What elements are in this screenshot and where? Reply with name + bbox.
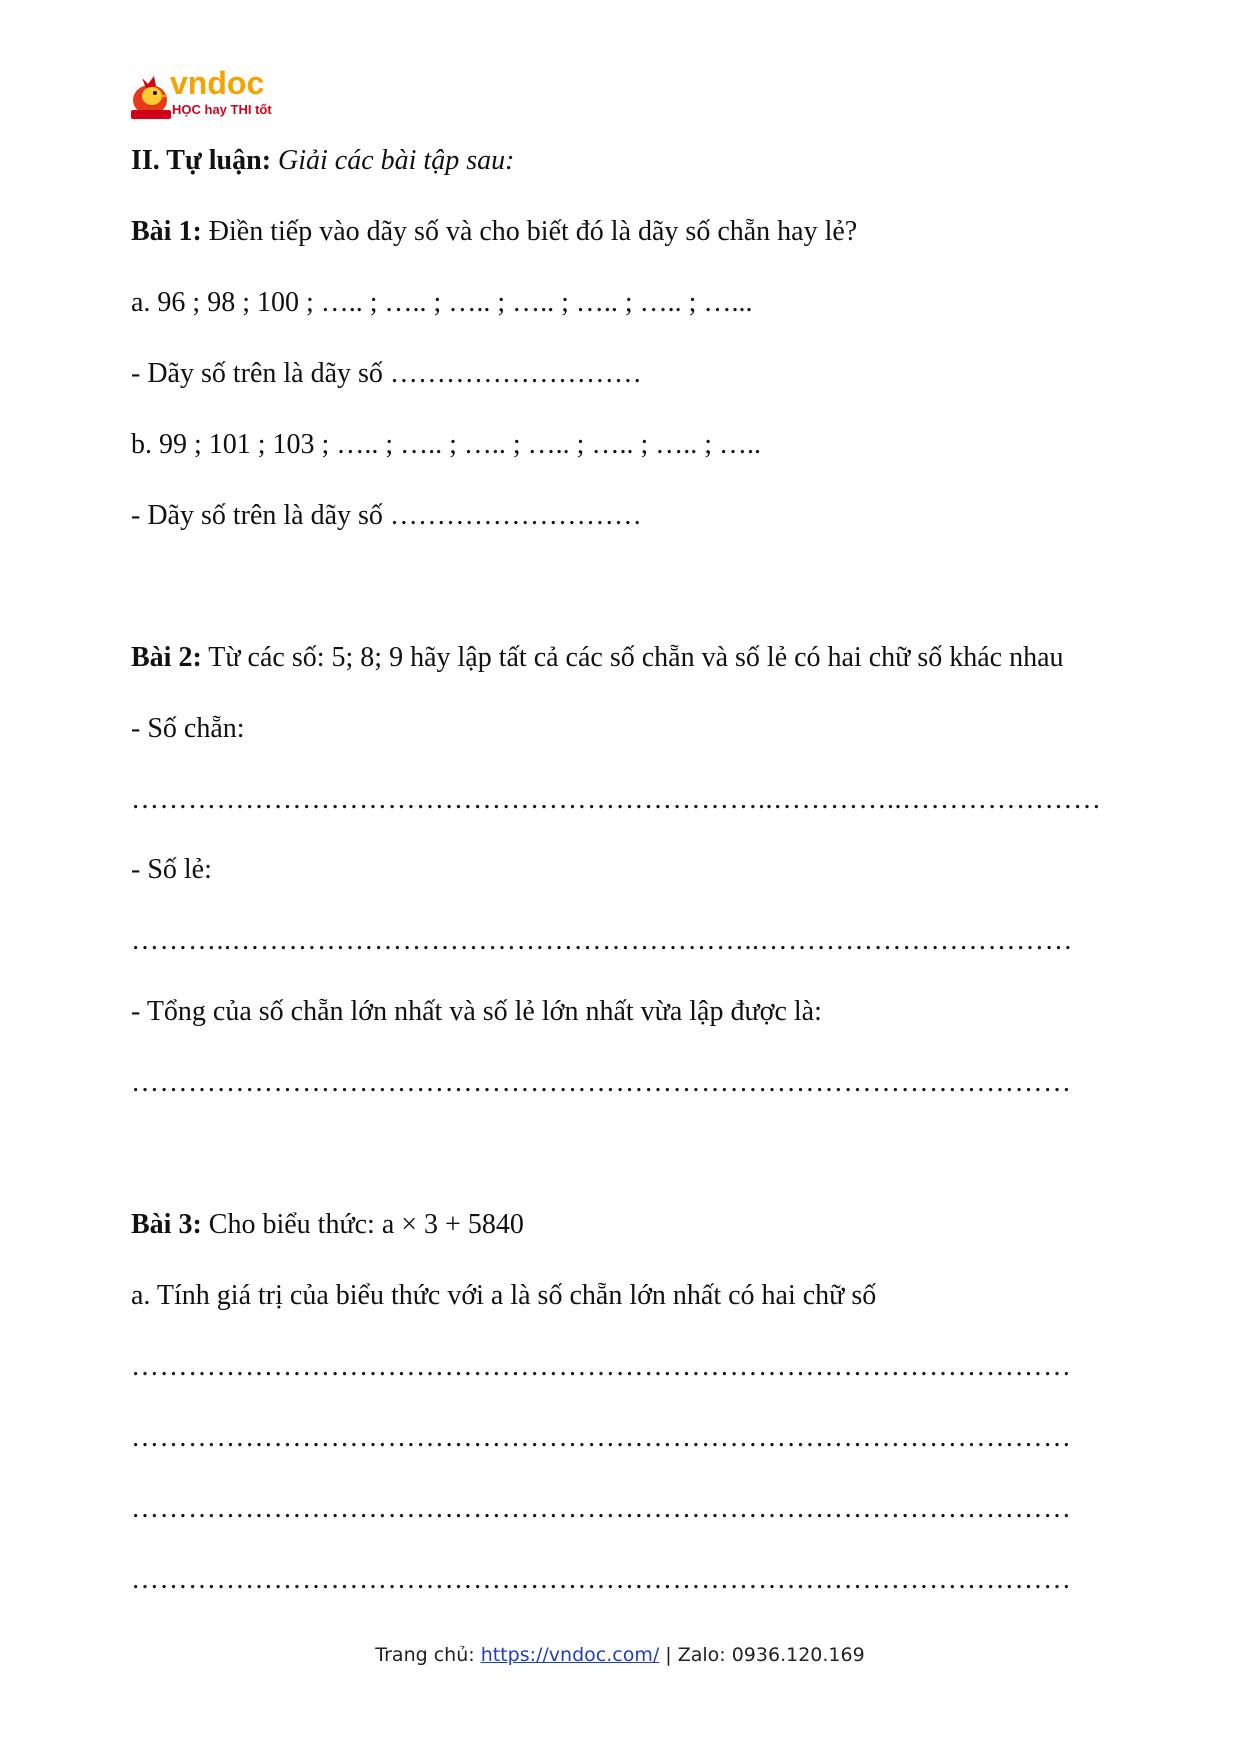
- footer-homepage-link[interactable]: https://vndoc.com/: [480, 1644, 660, 1666]
- bai1-answer-a: - Dãy số trên là dãy số ………………………: [131, 358, 642, 389]
- footer-zalo: | Zalo: 0936.120.169: [659, 1644, 865, 1666]
- bai1-label: Bài 1:: [131, 216, 202, 247]
- vndoc-logo-graphic: [128, 62, 288, 124]
- section-title: [131, 144, 514, 178]
- vndoc-logo: [128, 62, 288, 124]
- bai3-label: Bài 3:: [131, 1209, 202, 1240]
- bai3-answer-line-1: ………………………………………………………………………………………: [131, 1351, 1072, 1382]
- section-title-italic: Giải các bài tập sau:: [278, 145, 515, 176]
- logo-brand-text: vndoc: [170, 65, 265, 101]
- bai2-odd-label: - Số lẻ:: [131, 854, 212, 885]
- bai1-prompt: Điền tiếp vào dãy số và cho biết đó là dãy số chẵn hay lẻ?: [208, 216, 858, 247]
- bai2-sum-answer-line: ………………………………………………………………………………………: [131, 1067, 1072, 1098]
- bai2-label: Bài 2:: [131, 642, 202, 673]
- bai3-part-a: a. Tính giá trị của biểu thức với a là số chẵn lớn nhất có hai chữ số: [131, 1280, 877, 1311]
- rooster-mascot-icon: [131, 76, 171, 119]
- bai1-answer-b: - Dãy số trên là dãy số ………………………: [131, 500, 642, 531]
- page-footer: [0, 1644, 1240, 1666]
- bai3-answer-line-4: ………………………………………………………………………………………: [131, 1564, 1072, 1595]
- bai2-odd-answer-line: ………..………………………………………………..……………………………: [131, 925, 1073, 956]
- bai2-prompt: Từ các số: 5; 8; 9 hãy lập tất cả các số chẵn và số lẻ có hai chữ số khác nhau: [208, 642, 1064, 673]
- bai2-heading: [131, 641, 1064, 675]
- bai3-heading: [131, 1208, 524, 1242]
- bai2-sum-label: - Tổng của số chẵn lớn nhất và số lẻ lớn nhất vừa lập được là:: [131, 996, 822, 1027]
- bai1-sequence-b: b. 99 ; 101 ; 103 ; ….. ; ….. ; ….. ; ….. ; ….. ; ….. ; …..: [131, 429, 762, 460]
- bai1-heading: [131, 215, 857, 249]
- bai2-even-label: - Số chẵn:: [131, 713, 245, 744]
- footer-prefix: Trang chủ:: [375, 1644, 481, 1666]
- bai1-sequence-a: a. 96 ; 98 ; 100 ; ….. ; ….. ; ….. ; ….. ; ….. ; ….. ; …...: [131, 287, 753, 318]
- logo-tagline-text: HỌC hay THI tốt: [172, 102, 272, 117]
- bai3-prompt: Cho biểu thức: a × 3 + 5840: [208, 1209, 524, 1240]
- bai2-even-answer-line: …………………………………………………………..…………..…………………: [131, 784, 1102, 815]
- bai3-answer-line-2: ………………………………………………………………………………………: [131, 1422, 1072, 1453]
- bai3-answer-line-3: ………………………………………………………………………………………: [131, 1493, 1072, 1524]
- section-title-bold: II. Tự luận:: [131, 145, 272, 176]
